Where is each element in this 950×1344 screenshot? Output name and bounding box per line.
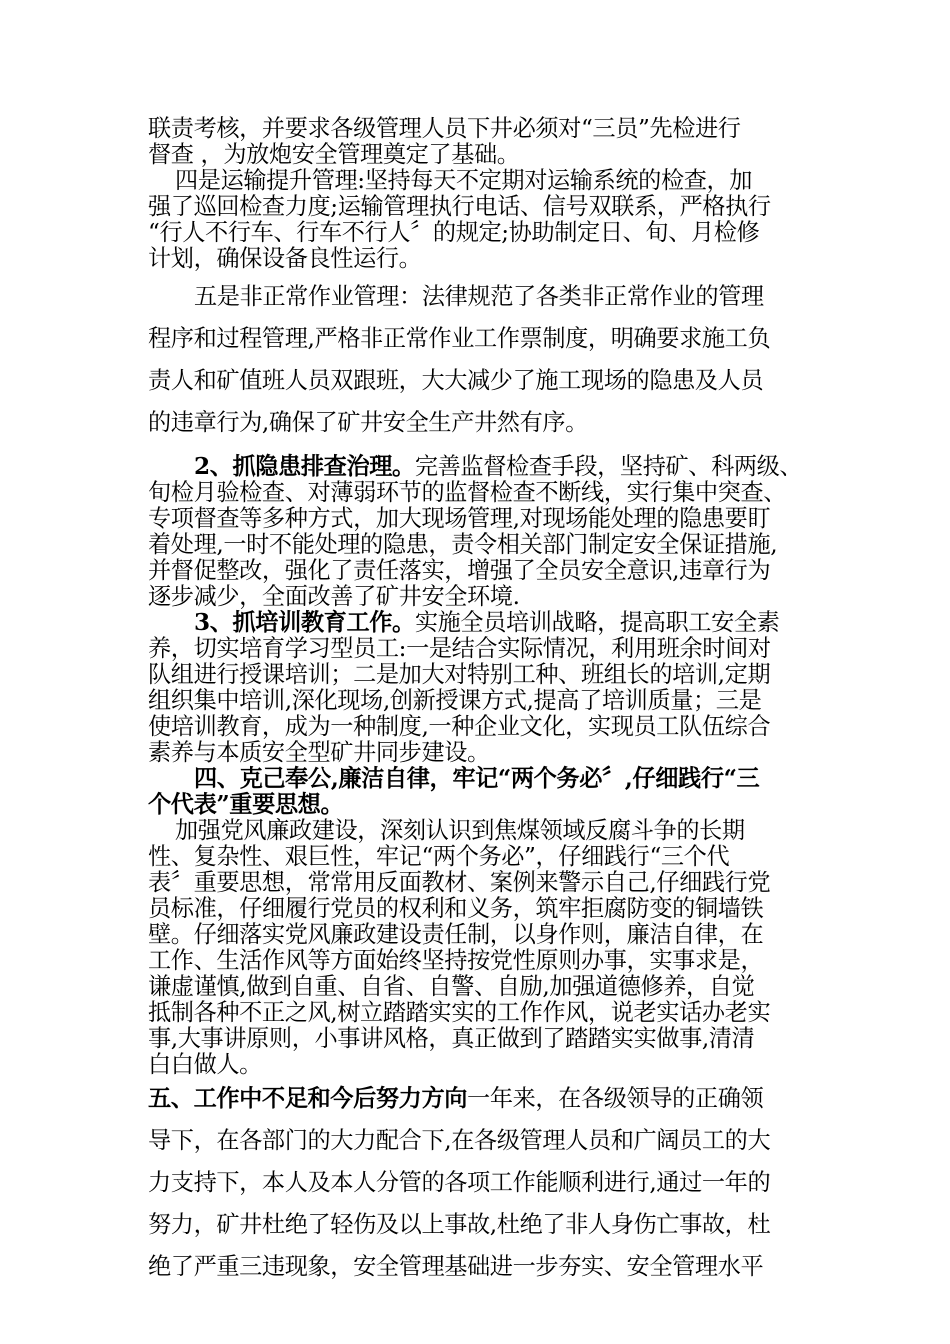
text-line: 表〞重要思想，常常用反面教材、案例来警示自己,仔细践行党 (148, 869, 771, 896)
text-line: 专项督查等多种方式，加大现场管理,对现场能处理的隐患要盯 (148, 505, 771, 532)
text-line: 抵制各种不正之风,树立踏踏实实的工作作风，说老实话办老实 (148, 999, 771, 1026)
paragraph-hazard-investigation (148, 454, 804, 610)
text-line (148, 1078, 804, 1120)
document-page (148, 116, 804, 1288)
text-line: 性、复杂性、艰巨性，牢记“两个务必”，仔细践行“三个代 (148, 843, 730, 870)
text-line (148, 610, 804, 636)
text-line: “行人不行车、行车不行人〞的规定;协助制定日、旬、月检修 (148, 219, 760, 246)
text-line: 并督促整改，强化了责任落实，增强了全员安全意识,违章行为 (148, 557, 771, 584)
paragraph-training (148, 610, 804, 766)
paragraph-transport-management (148, 168, 804, 272)
text-line: 加强党风廉政建设，深刻认识到焦煤领域反腐斗争的长期 (175, 817, 745, 844)
paragraph-abnormal-operations (148, 276, 804, 444)
section-heading: 3、抓培训教育工作。 (194, 609, 415, 636)
text-line: 逐步减少，全面改善了矿井安全环境. (148, 583, 520, 610)
text-line: 的违章行为,确保了矿井安全生产井然有序。 (148, 409, 588, 436)
text-line: 旬检月验检查、对薄弱环节的监督检查不断线，实行集中突查、 (148, 479, 787, 506)
heading-line: 个代表”重要思想。 (148, 791, 344, 818)
text-line: 使培训教育，成为一种制度,一种企业文化，实现员工队伍综合 (148, 713, 771, 740)
text-line: 督查 ，为放炮安全管理奠定了基础。 (148, 141, 520, 168)
text-line: 五是非正常作业管理：法律规范了各类非正常作业的管理 (194, 283, 764, 310)
text-line: 白白做人。 (148, 1051, 262, 1078)
text-line (148, 454, 804, 480)
text-line: 着处理,一时不能处理的隐患，责令相关部门制定安全保证措施, (148, 531, 778, 558)
text-line: 员标准，仔细履行党员的权利和义务，筑牢拒腐防变的铜墙铁 (148, 895, 764, 922)
text-line: 四是运输提升管理:坚持每天不定期对运输系统的检查，加 (175, 167, 753, 194)
section-heading: 2、抓隐患排查治理。 (194, 453, 415, 480)
text-line: 组织集中培训,深化现场,创新授课方式,提高了培训质量；三是 (148, 687, 762, 714)
text-line: 导下，在各部门的大力配合下,在各级管理人员和广阔员工的大 (148, 1127, 771, 1154)
text-line: 素养与本质安全型矿井同步建设。 (148, 739, 490, 766)
text-run: 一年来，在各级领导的正确领 (467, 1085, 764, 1112)
text-line: 责人和矿值班人员双跟班，大大减少了施工现场的隐患及人员 (148, 367, 764, 394)
text-line: 壁。仔细落实党风廉政建设责任制，以身作则，廉洁自律，在 (148, 921, 764, 948)
heading-section-four (148, 766, 804, 818)
paragraph-integrity (148, 818, 804, 1078)
text-line: 强了巡回检查力度;运输管理执行电话、信号双联系，严格执行 (148, 193, 771, 220)
text-line: 联责考核，并要求各级管理人员下井必须对“三员”先检进行 (148, 115, 741, 142)
text-line: 努力，矿井杜绝了轻伤及以上事故,杜绝了非人身伤亡事故，杜 (148, 1211, 771, 1238)
text-run: 完善监督检查手段，坚持矿、科两级、 (414, 453, 803, 480)
heading-line: 四、克己奉公,廉洁自律，牢记“两个务必〞,仔细践行“三 (194, 765, 760, 792)
text-line: 绝了严重三违现象，安全管理基础进一步夯实、安全管理水平 (148, 1253, 764, 1280)
text-line: 计划，确保设备良性运行。 (148, 245, 422, 272)
section-heading: 五、工作中不足和今后努力方向 (148, 1085, 468, 1112)
paragraph-shortcomings (148, 1078, 804, 1288)
text-line: 工作、生活作风等方面始终坚持按党性原则办事，实事求是， (148, 947, 764, 974)
text-line: 队组进行授课培训；二是加大对特别工种、班组长的培训,定期 (148, 661, 771, 688)
text-run: 实施全员培训战略，提高职工安全素 (414, 609, 780, 636)
text-line: 养，切实培育学习型员工:一是结合实际情况，利用班余时间对 (148, 635, 771, 662)
text-line: 程序和过程管理,严格非正常作业工作票制度，明确要求施工负 (148, 325, 771, 352)
text-line: 谦虚谨慎,做到自重、自省、自警、自励,加强道德修养，自觉 (148, 973, 755, 1000)
paragraph-blasting-continued (148, 116, 804, 168)
text-line: 力支持下，本人及本人分管的各项工作能顺利进行,通过一年的 (148, 1169, 771, 1196)
text-line: 事,大事讲原则，小事讲风格，真正做到了踏踏实实做事,清清 (148, 1025, 755, 1052)
